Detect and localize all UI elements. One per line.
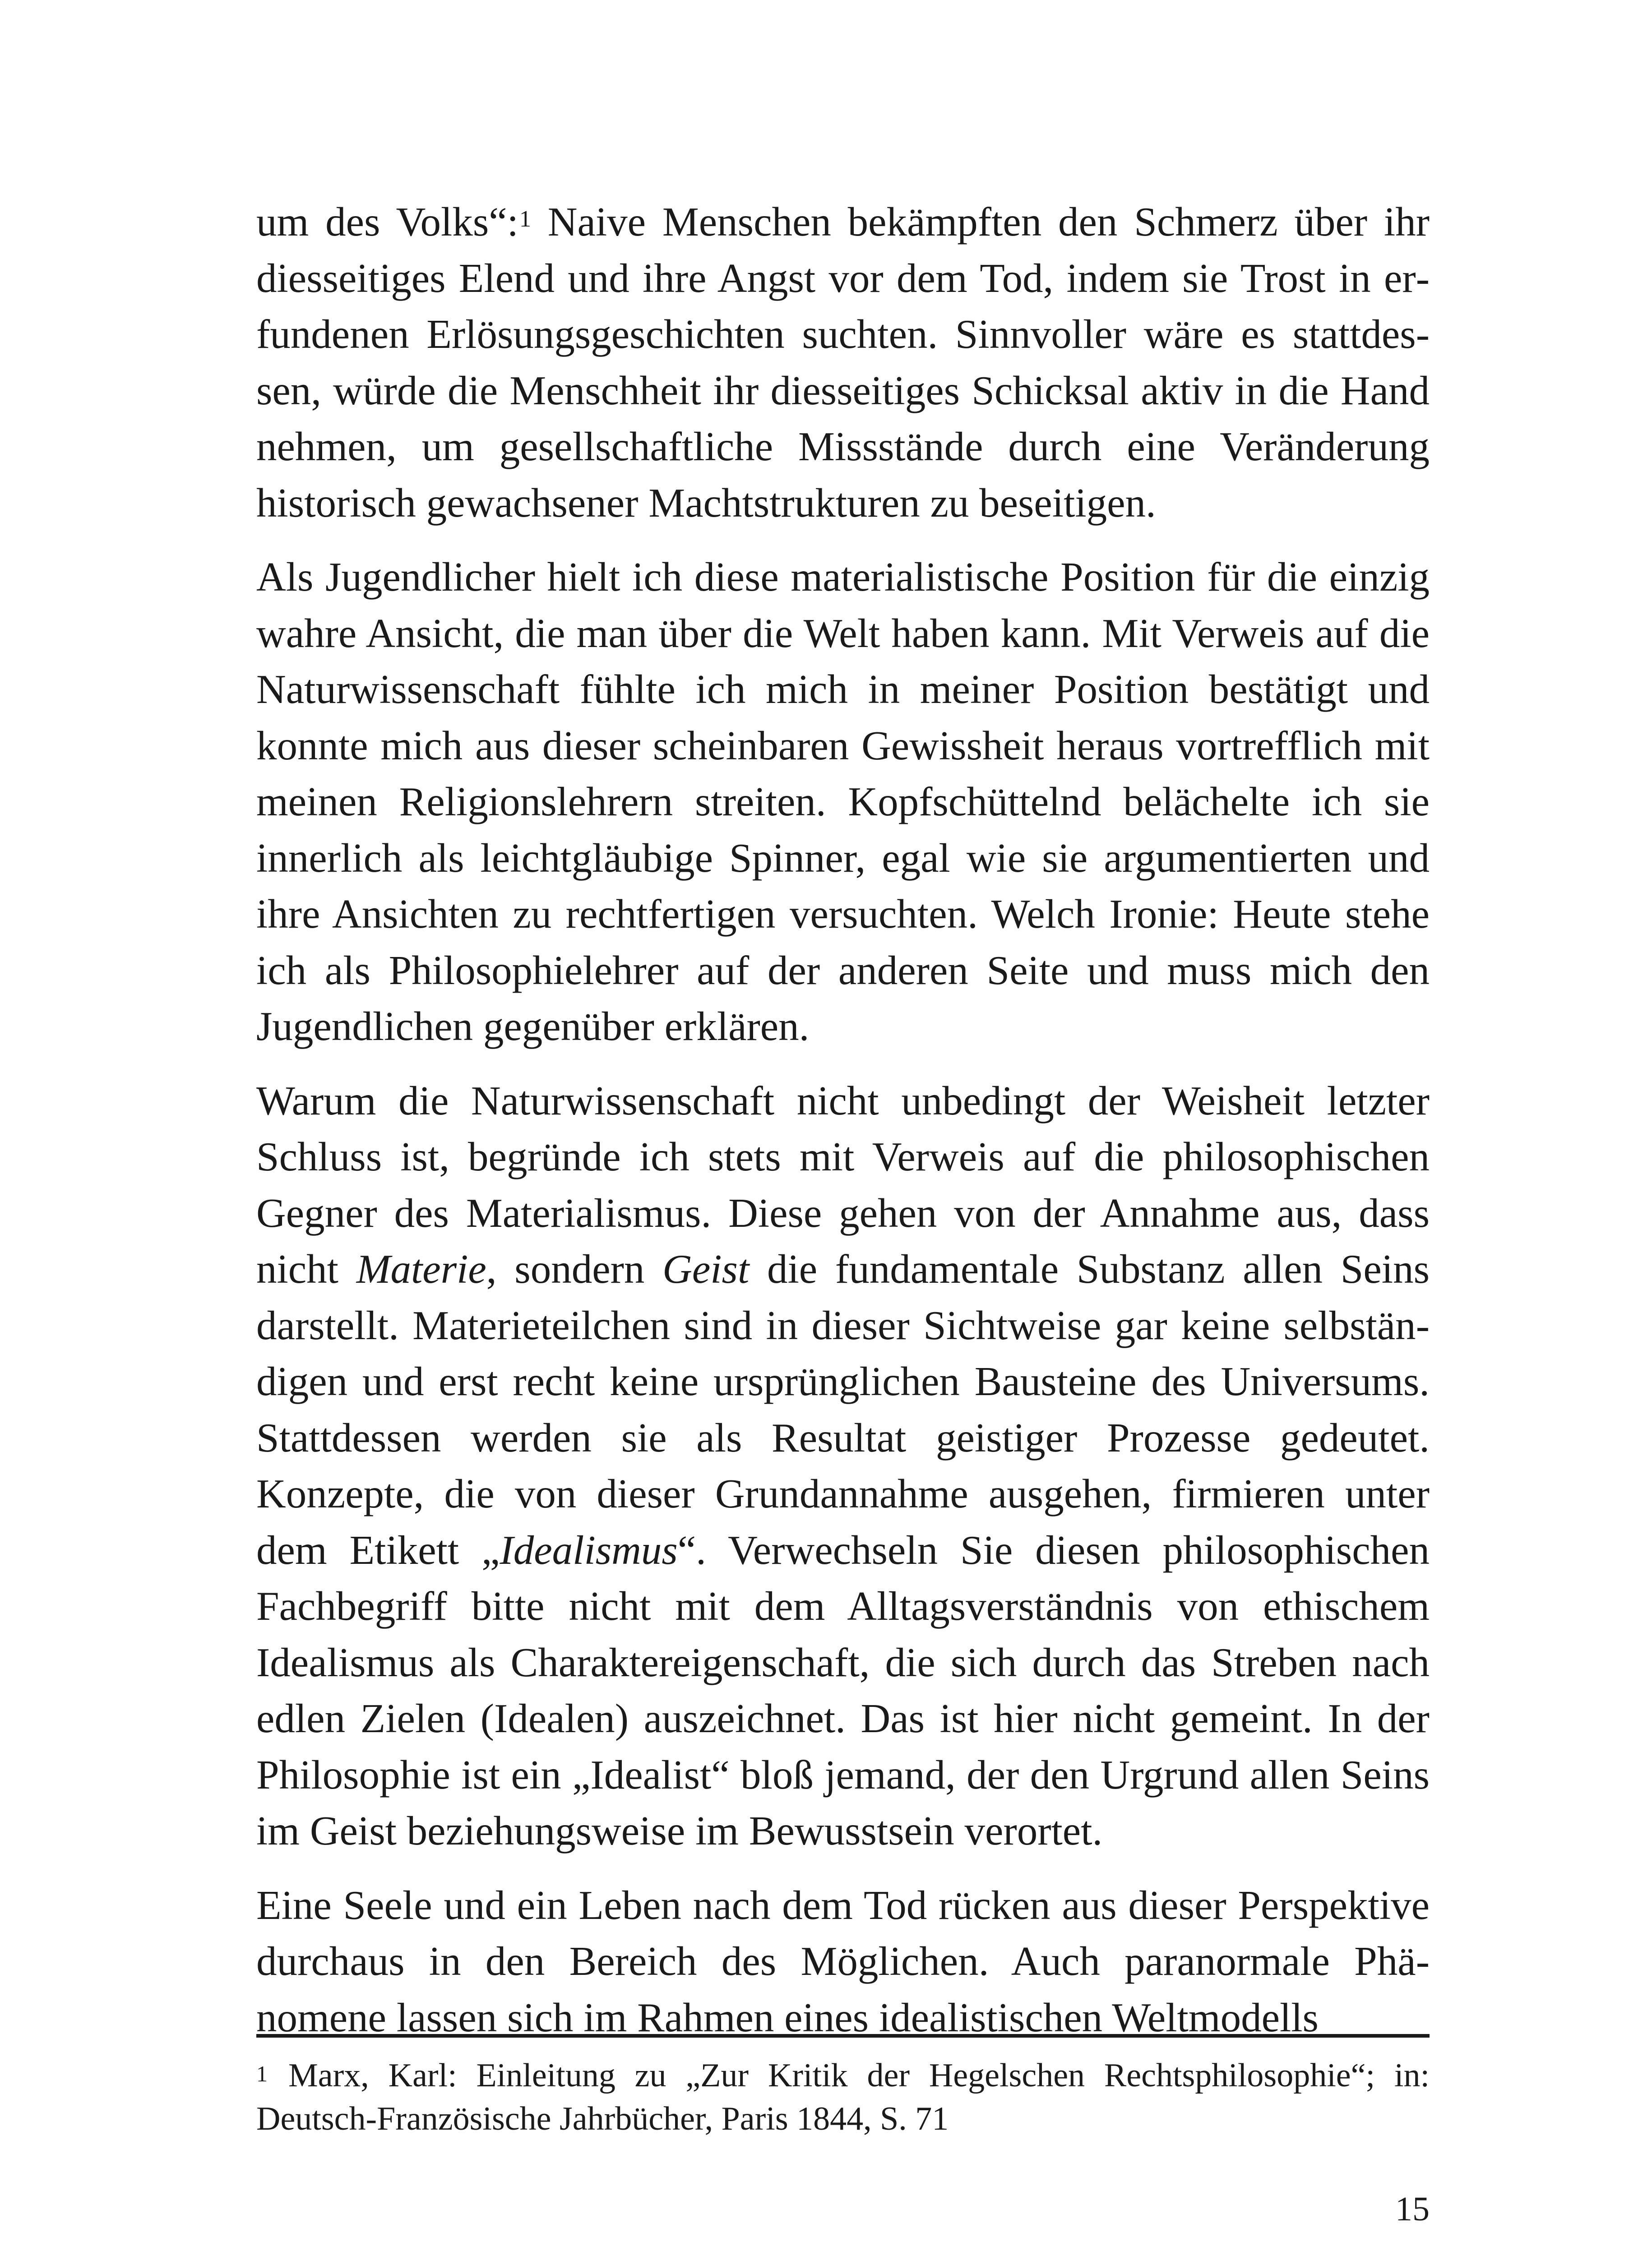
paragraph-4: Eine Seele und ein Leben nach dem Tod rücken aus dieser Perspektive durchaus in den Bereich des Möglichen. Auch paranormale Phänomene lassen sich im Rahmen eines idealistischen Weltmodells (256, 1882, 1430, 2040)
footnote-text: Marx, Karl: Einleitung zu „Zur Kritik der Hegelschen Rechtsphilosophie“; in: Deutsch-Französische Jahrbücher, Paris 1844, S. 71 (256, 2057, 1430, 2137)
emphasis-geist: Geist (662, 1246, 750, 1292)
footnote (256, 2054, 1430, 2140)
emphasis-materie: Materie (356, 1246, 486, 1292)
paragraph-3-part-2: , sondern (486, 1246, 663, 1292)
paragraph-3 (256, 1073, 1430, 1859)
footnote-reference[interactable]: 1 (519, 206, 531, 232)
emphasis-idealismus: Idealismus (500, 1527, 678, 1573)
paragraph-3-part-3: die fundamentale Substanz allen Seins darstellt. Materieteilchen sind in dieser Sichtweise gar keine selbständigen und erst recht keine ursprünglichen Bausteine des Universums. Stattdessen werden sie als Resultat geistiger Prozesse gedeutet. Konzepte, die von dieser Grundannahme ausgehen, firmieren unter dem Etikett „ (256, 1246, 1430, 1573)
paragraph-1-start: um des Volks“: (256, 199, 518, 245)
page-number: 15 (1395, 2190, 1430, 2228)
paragraph-2: Als Jugendlicher hielt ich diese materialistische Position für die einzig wahre Ansicht, die man über die Welt haben kann. Mit Verweis auf die Naturwissenschaft fühlte ich mich in meiner Position bestätigt und konnte mich aus dieser scheinbaren Gewissheit heraus vortrefflich mit meinen Religionslehrern streiten. Kopfschüttelnd belächelte ich sie innerlich als leichtgläubige Spinner, egal wie sie argumentierten und ihre Ansichten zu rechtfertigen versuchten. Welch Ironie: Heute stehe ich als Philosophielehrer auf der anderen Seite und muss mich den Jugendlichen gegenüber erklären. (256, 554, 1430, 1049)
paragraph-3-part-1: Warum die Naturwissenschaft nicht unbedingt der Weisheit letzter Schluss ist, begründe ich stets mit Verweis auf die philosophischen Gegner des Materialismus. Diese gehen von der Annahme aus, dass nicht (256, 1077, 1430, 1292)
paragraph-3-part-4: “. Verwechseln Sie diesen philosophischen Fachbegriff bitte nicht mit dem Alltagsverständnis von ethischem Idealismus als Charaktereigenschaft, die sich durch das Streben nach edlen Zielen (Idealen) auszeichnet. Das ist hier nicht gemeint. In der Philosophie ist ein „Idealist“ bloß jemand, der den Urgrund allen Seins im Geist beziehungsweise im Bewusstsein verortet. (256, 1527, 1430, 1854)
footnote-number: 1 (256, 2061, 268, 2086)
paragraph-1 (256, 194, 1430, 531)
body-text (256, 194, 1430, 2064)
footnote-divider (256, 2034, 1430, 2038)
paragraph-1-rest: Naive Menschen bekämpften den Schmerz über ihr diesseitiges Elend und ihre Angst vor dem Tod, indem sie Trost in erfundenen Erlösungsgeschichten suchten. Sinnvoller wäre es stattdessen, würde die Menschheit ihr diesseitiges Schicksal aktiv in die Hand nehmen, um gesellschaftliche Missstände durch eine Veränderung historisch gewachsener Machtstrukturen zu beseitigen. (256, 199, 1430, 526)
